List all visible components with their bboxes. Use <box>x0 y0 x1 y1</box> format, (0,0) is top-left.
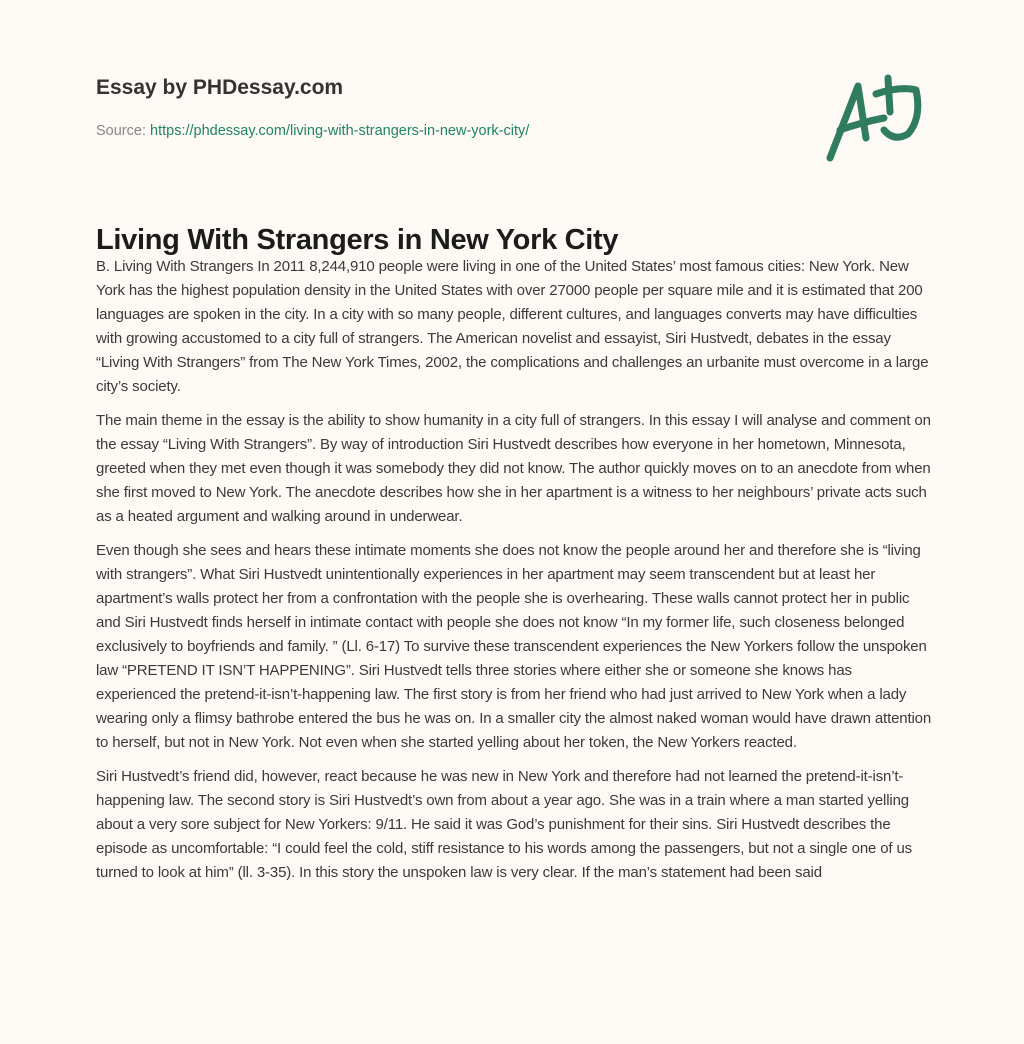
page-title: Living With Strangers in New York City <box>96 224 619 256</box>
essay-body <box>96 255 932 895</box>
paragraph: Even though she sees and hears these intimate moments she does not know the people around her and therefore she is “living with strangers”. What Siri Hustvedt unintentionally experiences in her apartment may seem transcendent but at least her apartment’s walls protect her from a confrontation with the people she is overhearing. These walls cannot protect her in public and Siri Hustvedt finds herself in intimate contact with people she does not know “In my former life, such closeness belonged exclusively to boyfriends and family. ” (Ll. 6-17) To survive these transcendent experiences the New Yorkers follow the unspoken law “PRETEND IT ISN’T HAPPENING”. Siri Hustvedt tells three stories where either she or someone she knows has experienced the pretend-it-isn’t-happening law. The first story is from her friend who had just arrived to New York when a lady wearing only a flimsy bathrobe entered the bus he was on. In a smaller city the almost naked woman would have drawn attention to herself, but not in New York. Not even when she started yelling about her token, the New Yorkers reacted. <box>96 542 932 751</box>
a-plus-logo-icon <box>818 68 928 168</box>
source-label: Source: <box>96 123 146 139</box>
source-line <box>96 123 529 139</box>
paragraph: The main theme in the essay is the ability to show humanity in a city full of strangers. In this essay I will analyse and comment on the essay “Living With Strangers”. By way of introduction Siri Hustvedt describes how everyone in her hometown, Minnesota, greeted when they met even though it was somebody they did not know. The author quickly moves on to an anecdote from when she first moved to New York. The anecdote describes how she in her apartment is a witness to her neighbours’ private acts such as a heated argument and walking around in underwear. <box>96 412 931 525</box>
site-brand: Essay by PHDessay.com <box>96 76 344 99</box>
paragraph: Siri Hustvedt’s friend did, however, react because he was new in New York and therefore had not learned the pretend-it-isn’t-happening law. The second story is Siri Hustvedt’s own from about a year ago. She was in a train where a man started yelling about a very sore subject for New Yorkers: 9/11. He said it was God’s punishment for their sins. Siri Hustvedt describes the episode as uncomfortable: “I could feel the cold, stiff resistance to his words among the passengers, but not a single one of us turned to look at him” (ll. 3-35). In this story the unspoken law is very clear. If the man’s statement had been said <box>96 768 913 881</box>
paragraph: B. Living With Strangers In 2011 8,244,910 people were living in one of the United States’ most famous cities: New York. New York has the highest population density in the United States with over 27000 people per square mile and it is estimated that 200 languages are spoken in the city. In a city with so many people, different cultures, and languages converts may have difficulties with growing accustomed to a city full of strangers. The American novelist and essayist, Siri Hustvedt, debates in the essay “Living With Strangers” from The New York Times, 2002, the complications and challenges an urbanite must overcome in a large city’s society. <box>96 258 929 395</box>
source-link[interactable]: https://phdessay.com/living-with-strangers-in-new-york-city/ <box>150 123 530 139</box>
